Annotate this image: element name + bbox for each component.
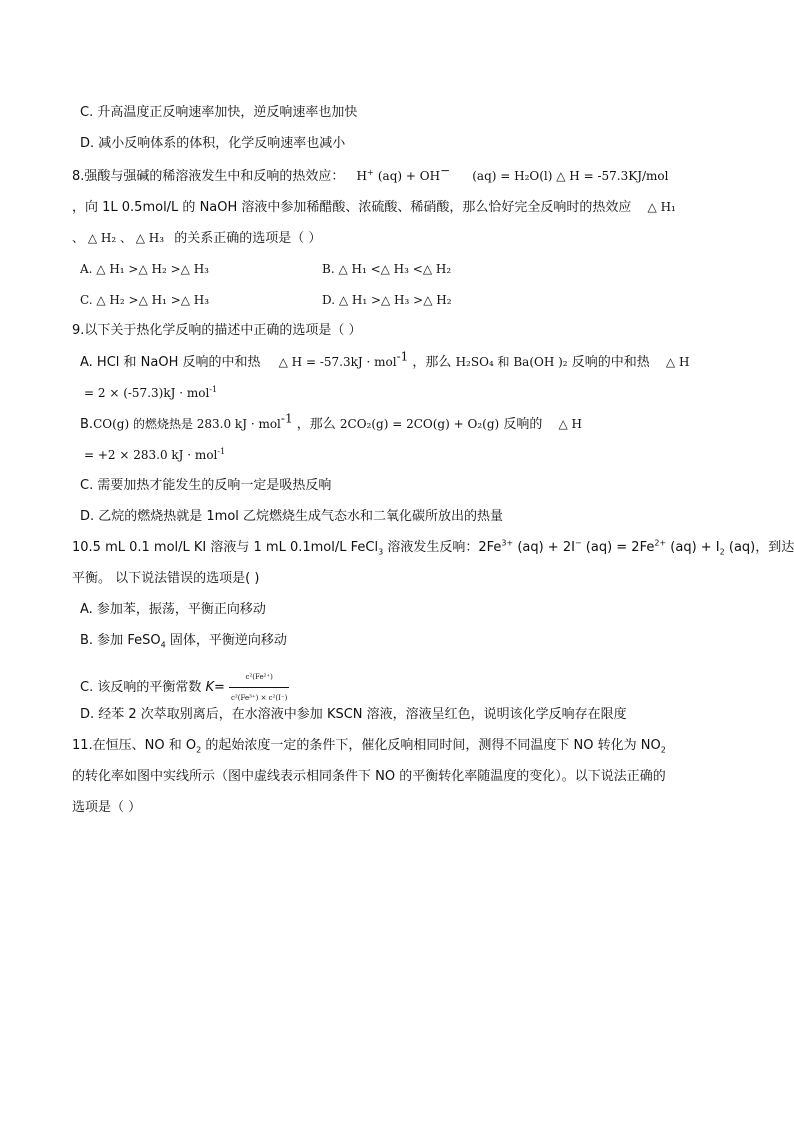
q8-option-b: B. △ H₁ <△ H₃ <△ H₂ [322,262,452,276]
q8-stem-line2: ，向 1L 0.5mol/L 的 NaOH 溶液中参加稀醋酸、浓硫酸、稀硝酸，那么恰好完全反响时的热效应 △ H₁ [72,200,676,215]
q8-option-c: C. △ H₂ >△ H₁ >△ H₃ [80,293,210,307]
q7-option-d: D. 减小反响体系的体积，化学反响速率也减小 [80,136,346,151]
q10-stem-line1: 10.5 mL 0.1 mol/L KI 溶液与 1 mL 0.1mol/L FeCl$_3$ 溶液发生反响：$2Fe^{3+}$ (aq) + 2I− $(aq) = 2Fe^{2+}$ $(aq) + I_2$ (aq)，到达 [72,538,794,557]
q9-option-a-line1: A. HCl 和 NaOH 反响的中和热 △ H = -57.3kJ · mol$^{-1}$ ，那么 H₂SO₄ 和 Ba(OH )₂ 反响的中和热 △ H [80,349,690,370]
q9-option-d: D. 乙烷的燃烧热就是 1mol 乙烷燃烧生成气态水和二氧化碳所放出的热量 [80,509,504,524]
q10-option-a: A. 参加苯，振荡，平衡正向移动 [80,602,266,617]
q8-stem-line3: 、 △ H₂ 、 △ H₃ 的关系正确的选项是（ ） [72,231,322,246]
q8-option-a: A. △ H₁ >△ H₂ >△ H₃ [80,262,209,276]
q7-option-c: C. 升高温度正反响速率加快，逆反响速率也加快 [80,105,358,120]
q9-option-a-line2: = 2 × (-57.3)kJ · mol$^{-1}$ [84,385,218,400]
q8-option-d: D. △ H₁ >△ H₃ >△ H₂ [322,293,452,307]
q11-stem-line2: 的转化率如图中实线所示（图中虚线表示相同条件下 NO 的平衡转化率随温度的变化）。以下说法正确的 [72,769,666,784]
q9-stem: 9.以下关于热化学反响的描述中正确的选项是（ ） [72,323,362,338]
q9-option-c: C. 需要加热才能发生的反响一定是吸热反响 [80,478,332,493]
q10-stem-line2: 平衡。 以下说法错误的选项是( ) [72,571,260,586]
q11-stem-line3: 选项是（ ） [72,800,142,815]
q10-option-c: C. 该反响的平衡常数 K= $\frac{\text{c²(Fe²⁺)}}{\text{c²(Fe³⁺) × c²(I⁻)}}$ [80,668,289,707]
q10-option-b: B. 参加 FeSO$_4$ 固体，平衡逆向移动 [80,633,287,650]
q10-option-d: D. 经苯 2 次萃取别离后，在水溶液中参加 KSCN 溶液，溶液呈红色，说明该化学反响存在限度 [80,707,627,722]
equilibrium-constant-fraction: $\frac{\text{c²(Fe²⁺)}}{\text{c²(Fe³⁺) × c²(I⁻)}}$ [229,668,289,707]
q11-stem-line1: 11.在恒压、NO 和 $O_2$ 的起始浓度一定的条件下，催化反响相同时间，测得不同温度下 NO 转化为 $NO_2$ [72,738,666,755]
q9-option-b-line2: = +2 × 283.0 kJ · mol$^{-1}$ [84,447,226,462]
q8-stem-line1: 8.强酸与强碱的稀溶液发生中和反响的热效应： H+ (aq) + OH− (aq) = H₂O(l) △ H = -57.3KJ/mol [72,163,669,184]
q9-option-b-line1: B.CO(g) 的燃烧热是 283.0 kJ · mol$^{-1}$ ，那么 2CO₂(g) = 2CO(g) + O₂(g) 反响的 △ H [80,411,582,432]
